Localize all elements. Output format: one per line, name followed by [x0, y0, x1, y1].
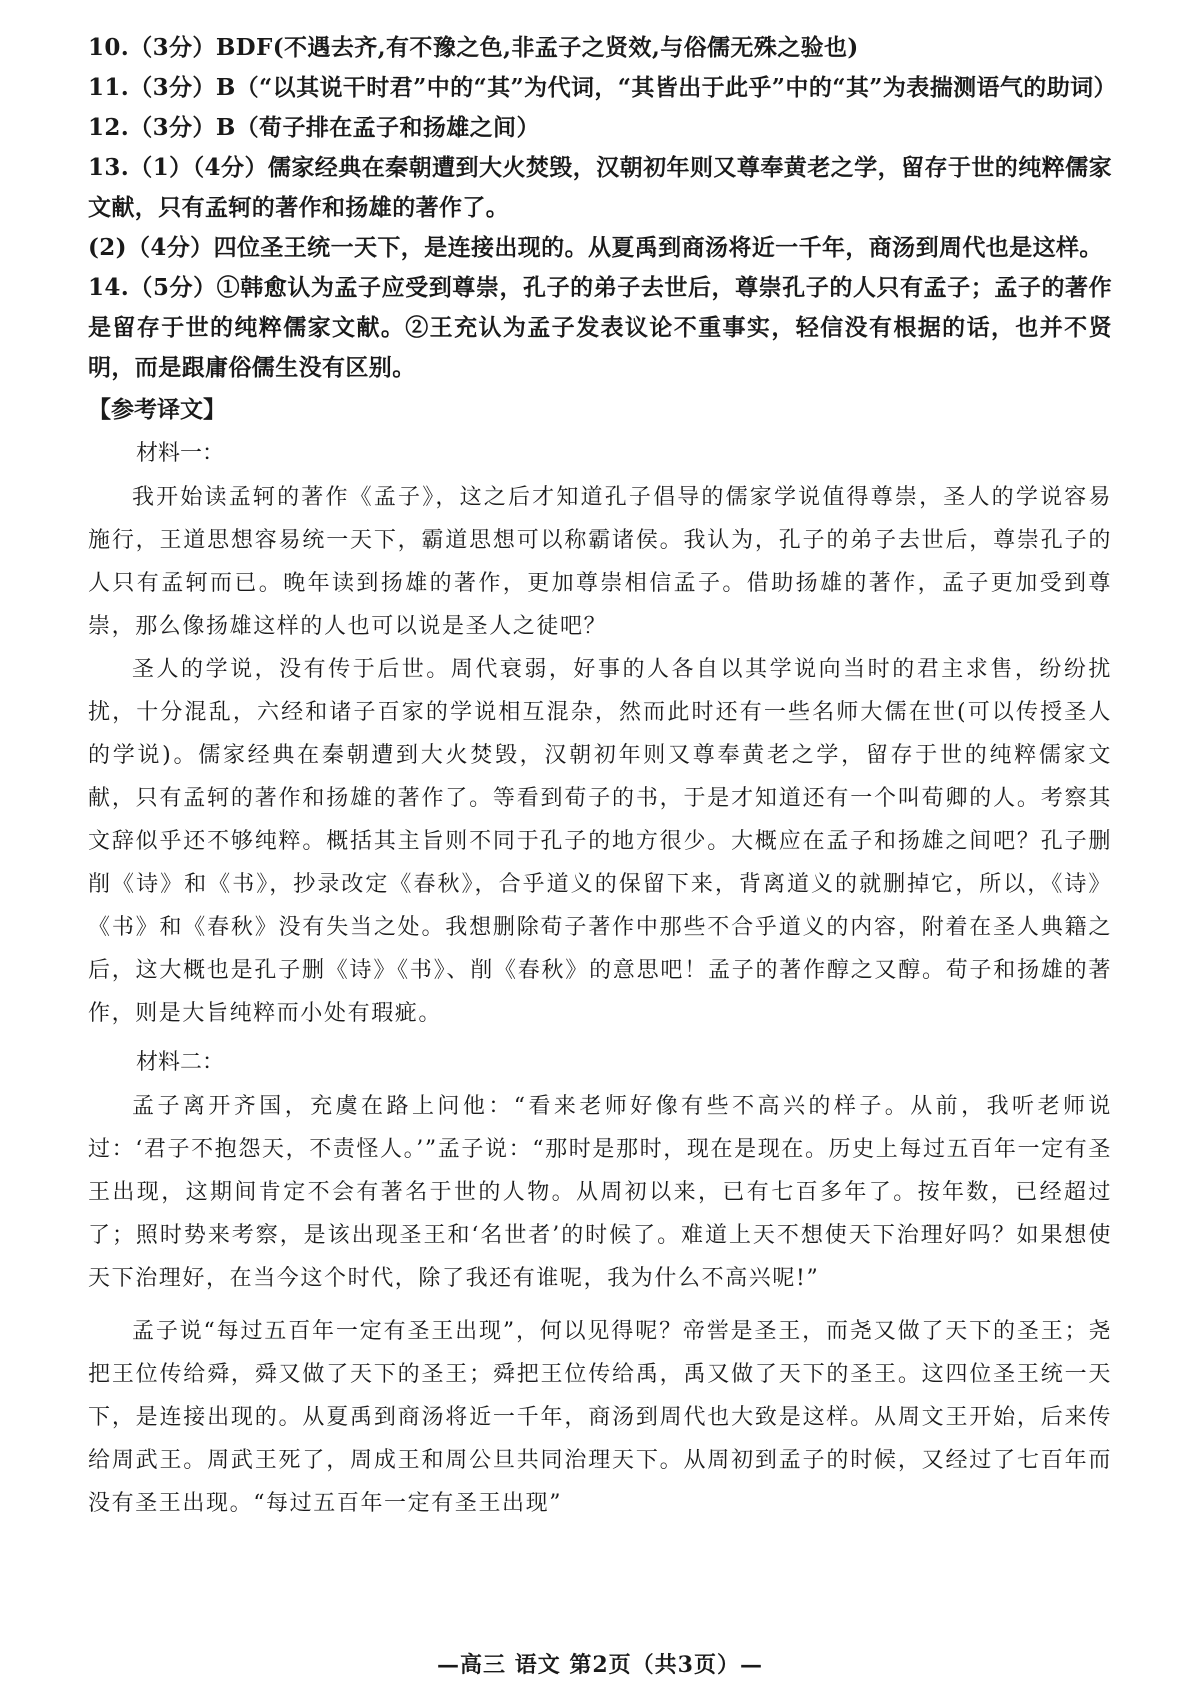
answer-q12: 12.（3分）B（荀子排在孟子和扬雄之间）: [88, 114, 540, 141]
answer-q13-part2: (2)（4分）四位圣王统一天下，是连接出现的。从夏禹到商汤将近一千年，商汤到周代也是这样。: [88, 234, 1103, 261]
material-two-body: [88, 1085, 1112, 1525]
page-footer: —高三 语文 第2页（共3页）—: [437, 1652, 763, 1678]
answer-q11: 11.（3分）B（“以其说干时君”中的“其”为代词，“其皆出于此乎”中的“其”为表揣测语气的助词）: [88, 74, 1117, 101]
material-one-paragraph: 圣人的学说，没有传于后世。周代衰弱，好事的人各自以其学说向当时的君主求售，纷纷扰扰，十分混乱，六经和诸子百家的学说相互混杂，然而此时还有一些名师大儒在世(可以传授圣人的学说)。儒家经典在秦朝遭到大火焚毁，汉朝初年则又尊奉黄老之学，留存于世的纯粹儒家文献，只有孟轲的著作和扬雄的著作了。等看到荀子的书，于是才知道还有一个叫荀卿的人。考察其文辞似乎还不够纯粹。概括其主旨则不同于孔子的地方很少。大概应在孟子和扬雄之间吧？孔子删削《诗》和《书》，抄录改定《春秋》，合乎道义的保留下来，背离道义的就删掉它，所以，《诗》《书》和《春秋》没有失当之处。我想删除荀子著作中那些不合乎道义的内容，附着在圣人典籍之后，这大概也是孔子删《诗》《书》、削《春秋》的意思吧！孟子的著作醇之又醇。荀子和扬雄的著作，则是大旨纯粹而小处有瑕疵。: [88, 657, 1112, 1026]
material-two-label: 材料二：: [136, 1050, 225, 1075]
material-one-label: 材料一：: [136, 441, 225, 466]
material-two-paragraph: 孟子说“每过五百年一定有圣王出现”，何以见得呢？帝喾是圣王，而尧又做了天下的圣王；尧把王位传给舜，舜又做了天下的圣王；舜把王位传给禹，禹又做了天下的圣王。这四位圣王统一天下，是连接出现的。从夏禹到商汤将近一千年，商汤到周代也大致是这样。从周文王开始，后来传给周武王。周武王死了，周成王和周公旦共同治理天下。从周初到孟子的时候，又经过了七百年而没有圣王出现。“每过五百年一定有圣王出现”: [88, 1319, 1112, 1516]
reference-translation-heading: 【参考译文】: [88, 396, 226, 423]
answer-section: [88, 28, 1117, 388]
material-two-paragraph: 孟子离开齐国，充虞在路上问他：“看来老师好像有些不高兴的样子。从前，我听老师说过：‘君子不抱怨天，不责怪人。’”孟子说：“那时是那时，现在是现在。历史上每过五百年一定有圣王出现，这期间肯定不会有著名于世的人物。从周初以来，已有七百多年了。按年数，已经超过了；照时势来考察，是该出现圣王和‘名世者’的时候了。难道上天不想使天下治理好吗？如果想使天下治理好，在当今这个时代，除了我还有谁呢，我为什么不高兴呢!”: [88, 1094, 1112, 1291]
answer-q13-part1: 13.（1）（4分）儒家经典在秦朝遭到大火焚毁，汉朝初年则又尊奉黄老之学，留存于世的纯粹儒家文献，只有孟轲的著作和扬雄的著作了。: [88, 154, 1112, 221]
material-one-body: [88, 476, 1112, 1035]
answer-q14: 14.（5分）①韩愈认为孟子应受到尊崇，孔子的弟子去世后，尊崇孔子的人只有孟子；孟子的著作是留存于世的纯粹儒家文献。②王充认为孟子发表议论不重事实，轻信没有根据的话，也并不贤明，而是跟庸俗儒生没有区别。: [88, 274, 1112, 381]
translation-section: [88, 434, 1112, 1525]
material-one-paragraph: 我开始读孟轲的著作《孟子》，这之后才知道孔子倡导的儒家学说值得尊崇，圣人的学说容易施行，王道思想容易统一天下，霸道思想可以称霸诸侯。我认为，孔子的弟子去世后，尊崇孔子的人只有孟轲而已。晚年读到扬雄的著作，更加尊崇相信孟子。借助扬雄的著作，孟子更加受到尊崇，那么像扬雄这样的人也可以说是圣人之徒吧？: [88, 485, 1112, 639]
answer-q10: 10.（3分）BDF(不遇去齐,有不豫之色,非孟子之贤效,与俗儒无殊之验也): [88, 34, 859, 61]
